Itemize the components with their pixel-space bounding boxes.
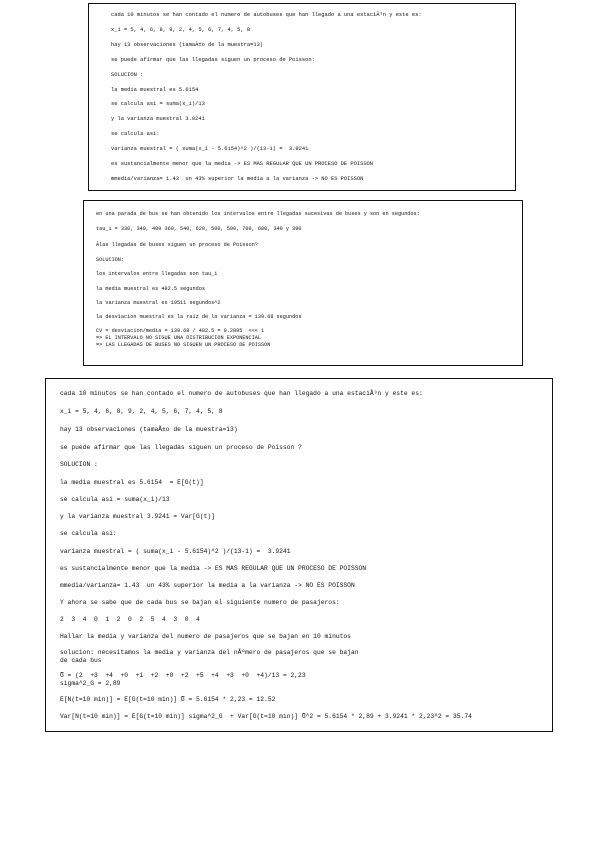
text-line: hay 13 observaciones (tamaÃ±o de la muestra=13) xyxy=(60,426,238,433)
text-line: Y ahora se sabe que de cada bus se bajan el siguiente numero de pasajeros: xyxy=(60,599,340,606)
text-line: => LAS LLEGADAS DE BUSES NO SIGUEN UN PROCESO DE POISSON xyxy=(96,342,271,348)
text-line: es sustancialmente menor que la media -> ES MAS REGULAR QUE UN PROCESO DE POISSON xyxy=(111,161,374,167)
text-line: se puede afirmar que las llegadas siguen un proceso de Poisson ? xyxy=(60,444,302,451)
text-line: la media muestral es 482.5 segundos xyxy=(96,286,205,292)
text-line: y la varianza muestral 3.9241 xyxy=(111,116,205,122)
text-line: solucion: necesitamos la media y varianza del nÃºmero de pasajeros que se bajan xyxy=(60,649,359,656)
text-line: se calcula asi: xyxy=(60,530,117,537)
text-line: se calcula asi: xyxy=(111,131,160,137)
solution-box-passengers xyxy=(45,378,553,732)
text-line: y la varianza muestral 3.9241 = Var[G(t)] xyxy=(60,513,215,520)
text-line: la varianza muestral es 19511 segundos^2 xyxy=(96,300,221,306)
solution-box-bus-arrivals xyxy=(88,3,516,191)
text-line: Var[N(t=10 min)] = E[G(t=10 min)] sigma^2_G + Var[G(t=10 min)] G̅^2 = 5.6154 * 2,89 + 3.9241 * 2,23^2 = 35.74 xyxy=(60,713,472,720)
text-line: cada 10 minutos se han contado el numero de autobuses que han llegado a una estaciÃ³n y este es: xyxy=(60,390,423,397)
text-line: Hallar la media y varianza del numero de pasajeros que se bajan en 10 minutos xyxy=(60,633,351,640)
text-line: SOLUCION : xyxy=(111,72,144,78)
text-line: los intervalos entre llegadas son tau_i xyxy=(96,271,218,277)
text-line: la media muestral es 5.6154 xyxy=(111,87,199,93)
text-line: de cada bus xyxy=(60,657,102,664)
text-line: hay 13 observaciones (tamaÃ±o de la muestra=13) xyxy=(111,42,264,48)
text-line: varianza muestral = ( suma(x_i - 5.6154)^2 )/(13-1) = 3.9241 xyxy=(60,548,291,555)
text-line: la desviacion muestral es la raiz de la varianza = 139.68 segundos xyxy=(96,314,302,320)
text-line: tau_i = 330, 340, 400 360, 540, 620, 500, 590, 700, 680, 340 y 390 xyxy=(96,226,302,232)
text-line: mmedia/varianza= 1.43 un 43% superior la media a la varianza -> NO ES POISSON xyxy=(60,582,355,589)
text-line: se calcula asi = suma(x_i)/13 xyxy=(60,496,170,503)
text-line: Âlas llegadas de buses siguen un proceso de Poisson? xyxy=(96,242,258,248)
text-line: es sustancialmente menor que la media -> ES MAS REGULAR QUE UN PROCESO DE POISSON xyxy=(60,565,367,572)
text-line: SOLUCION : xyxy=(60,461,98,468)
text-line: x_i = 5, 4, 6, 8, 9, 2, 4, 5, 6, 7, 4, 5, 8 xyxy=(111,27,251,33)
text-line: se calcula asi = suma(x_i)/13 xyxy=(111,101,205,107)
text-line: SOLUCION: xyxy=(96,257,125,263)
text-line: mmedia/varianza= 1.43 un 43% superior la media a la varianza -> NO ES POISSON xyxy=(111,176,364,182)
text-line: se puede afirmar que las llegadas siguen un proceso de Poisson: xyxy=(111,57,315,63)
text-line: en una parada de bus se han obtenido los intervalos entre llegadas sucesivas de buses y son en segundos: xyxy=(96,211,420,217)
text-line: sigma^2_G = 2,89 xyxy=(60,680,121,687)
text-line: x_i = 5, 4, 6, 8, 9, 2, 4, 5, 6, 7, 4, 5, 8 xyxy=(60,408,223,415)
text-line: => EL INTERVALO NO SIGUE UNA DISTRIBUCION EXPONENCIAL xyxy=(96,335,261,341)
text-line: varianza muestral = ( suma(x_i - 5.6154)^2 )/(13-1) = 3.9241 xyxy=(111,146,309,152)
text-line: cada 10 minutos se han contado el numero de autobuses que han llegado a una estaciÃ³n y este es: xyxy=(111,12,422,18)
text-line: 2 3 4 0 1 2 0 2 5 4 3 0 4 xyxy=(60,616,200,623)
text-line: la media muestral es 5.6154 = E[G(t)] xyxy=(60,479,204,486)
text-line: CV = desviacion/media = 139.68 / 482.5 = 0.2895 <<< 1 xyxy=(96,328,265,334)
solution-box-bus-intervals xyxy=(83,200,523,366)
text-line: G̅ = (2 +3 +4 +0 +1 +2 +0 +2 +5 +4 +3 +0 +4)/13 = 2,23 xyxy=(60,672,306,679)
text-line: E[N(t=10 min)] = E[G(t=10 min)] G̅ = 5.6154 * 2,23 = 12.52 xyxy=(60,696,276,703)
